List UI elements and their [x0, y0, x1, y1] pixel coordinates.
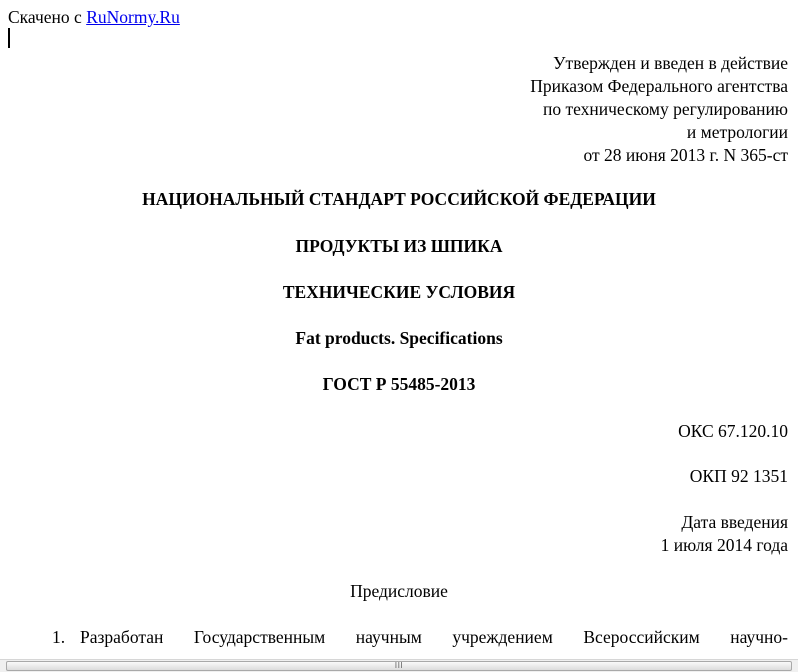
approval-line-2: Приказом Федерального агентства [530, 76, 788, 96]
heading-national-standard: НАЦИОНАЛЬНЫЙ СТАНДАРТ РОССИЙСКОЙ ФЕДЕРАЦИИ [142, 189, 656, 209]
preface-item-text: Разработан Государственным научным учреждением Всероссийским научно- [80, 627, 788, 647]
heading-english: Fat products. Specifications [295, 328, 503, 348]
source-link[interactable]: RuNormy.Ru [86, 7, 180, 27]
heading-conditions: ТЕХНИЧЕСКИЕ УСЛОВИЯ [282, 282, 516, 302]
intro-date-value: 1 июля 2014 года [660, 535, 788, 555]
horizontal-scrollbar[interactable] [0, 659, 798, 672]
okp-code: ОКП 92 1351 [689, 466, 788, 486]
approval-line-5: от 28 июня 2013 г. N 365-ст [583, 145, 788, 165]
source-line [8, 7, 180, 27]
scrollbar-thumb[interactable] [6, 661, 792, 671]
preface-title: Предисловие [350, 581, 448, 601]
intro-date-label: Дата введения [681, 512, 788, 532]
approval-line-1: Утвержден и введен в действие [553, 53, 788, 73]
scrollbar-grip-icon: III [394, 661, 404, 670]
approval-line-4: и метрологии [686, 122, 788, 142]
source-prefix: Скачено с [8, 7, 82, 27]
heading-product: ПРОДУКТЫ ИЗ ШПИКА [295, 236, 503, 256]
oks-code: ОКС 67.120.10 [678, 421, 788, 441]
heading-gost: ГОСТ Р 55485-2013 [322, 374, 476, 394]
approval-line-3: по техническому регулированию [542, 99, 788, 119]
text-cursor [8, 28, 10, 48]
preface-item-number: 1. [52, 627, 66, 647]
